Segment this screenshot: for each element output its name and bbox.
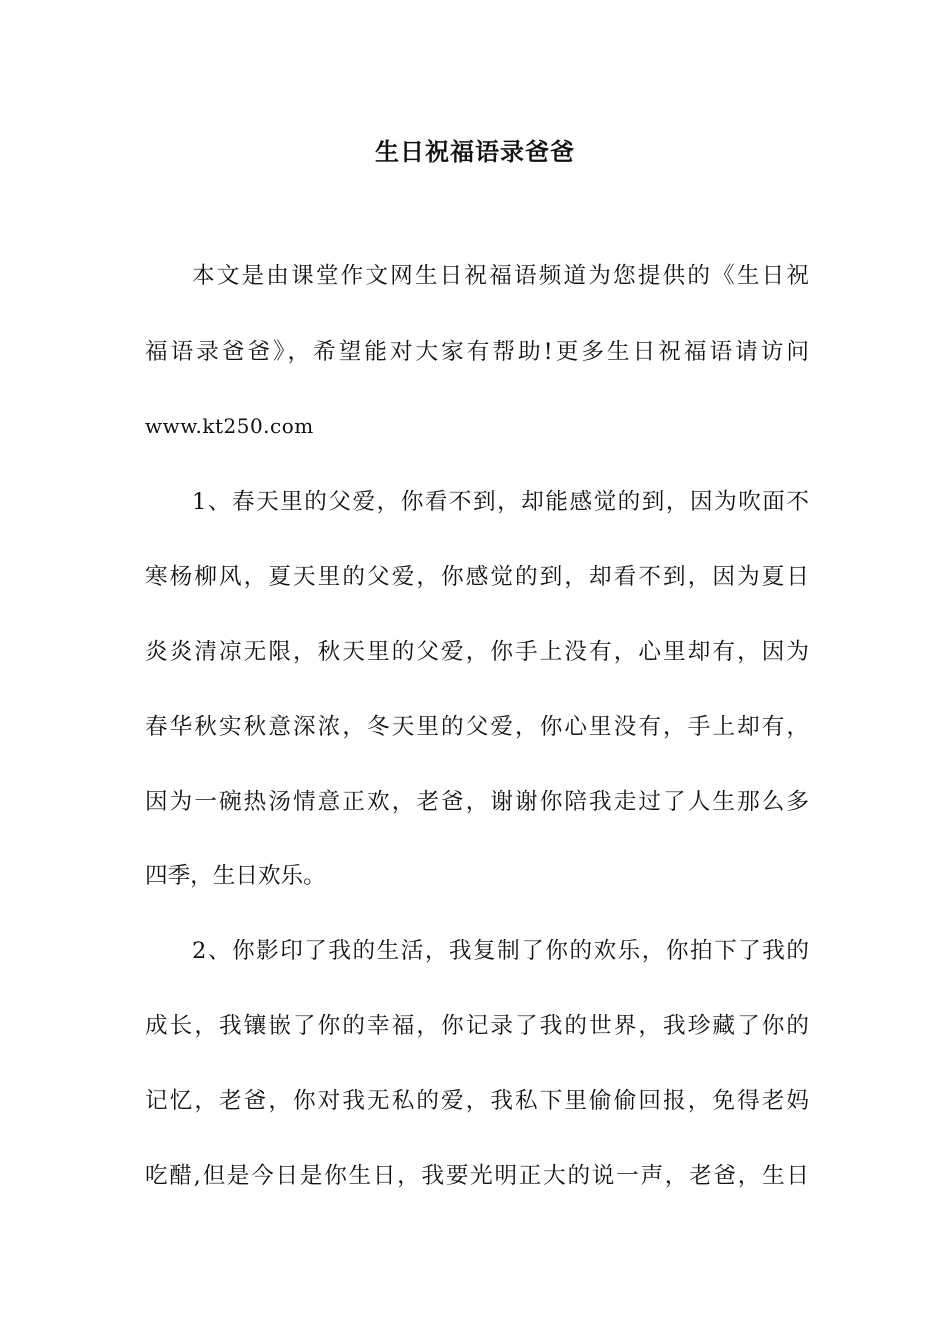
paragraph-item2-line: 记忆，老爸，你对我无私的爱，我私下里偷偷回报，免得老妈 <box>145 1088 809 1114</box>
paragraph-item2-line: 吃醋,但是今日是你生日，我要光明正大的说一声，老爸，生日 <box>145 1163 809 1189</box>
paragraph-item2-line: 成长，我镶嵌了你的幸福，你记录了我的世界，我珍藏了你的 <box>145 1013 809 1039</box>
paragraph-item1-line: 四季，生日欢乐。 <box>145 863 326 889</box>
paragraph-item1-line: 春华秋实秋意深浓，冬天里的父爱，你心里没有，手上却有， <box>145 714 809 740</box>
paragraph-item1-line: 炎炎清凉无限，秋天里的父爱，你手上没有，心里却有，因为 <box>145 639 809 665</box>
paragraph-item1-line: 寒杨柳风，夏天里的父爱，你感觉的到，却看不到，因为夏日 <box>145 564 809 590</box>
paragraph-intro-line: 福语录爸爸》，希望能对大家有帮助!更多生日祝福语请访问 <box>145 339 809 365</box>
paragraph-item2-line: 2、你影印了我的生活，我复制了你的欢乐，你拍下了我的 <box>192 938 809 964</box>
paragraph-item1-line: 因为一碗热汤情意正欢，老爸，谢谢你陪我走过了人生那么多 <box>145 789 809 815</box>
paragraph-item1-line: 1、春天里的父爱，你看不到，却能感觉的到，因为吹面不 <box>192 489 809 515</box>
document-title: 生日祝福语录爸爸 <box>375 137 575 166</box>
paragraph-intro-line: 本文是由课堂作文网生日祝福语频道为您提供的《生日祝 <box>192 263 809 289</box>
intro-url-text: www.kt250.com <box>145 414 314 438</box>
